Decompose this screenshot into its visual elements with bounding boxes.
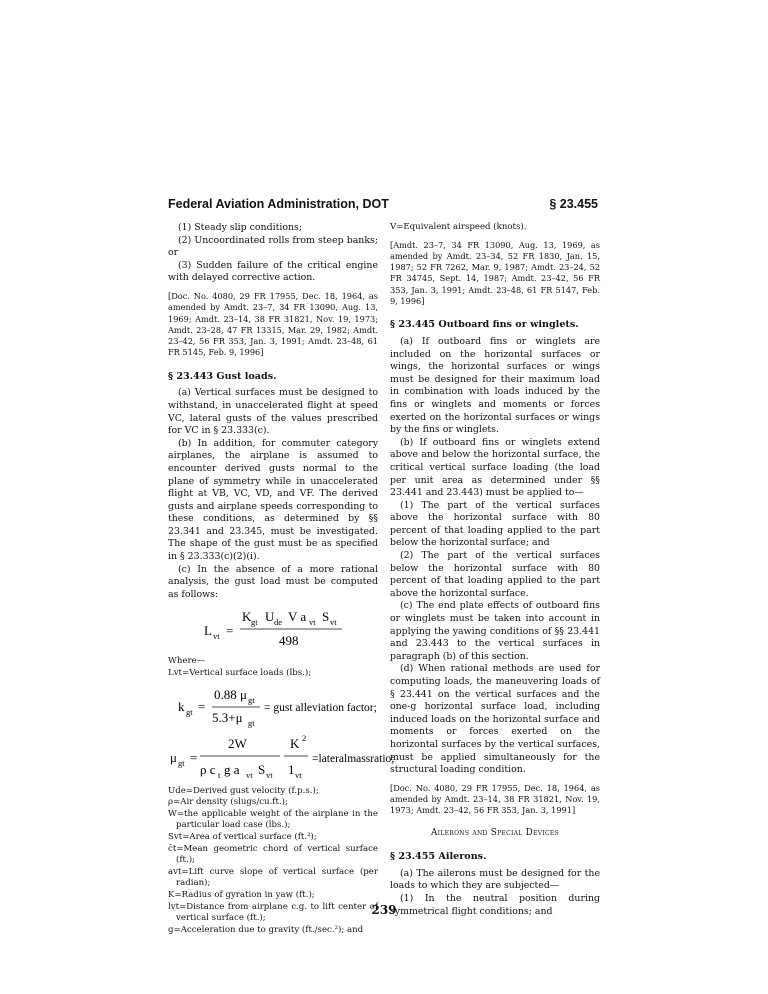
eq3-den1-mid: g a bbox=[224, 761, 240, 777]
eq2-equals: = bbox=[198, 698, 206, 714]
para-445-d: (d) When rational methods are used for computing loads, the maneuvering loads of § 23.441 on the vertical surfaces and the one-g horizontal surface load, including induced loads on the horizontal surface and moments or forces exerted on the horizontal surfaces by the vertical surfaces, must be applied simultaneously for the structural loading condition. bbox=[390, 663, 600, 776]
def-k: K=Radius of gyration in yaw (ft.); bbox=[168, 889, 315, 900]
eq3-den1-s: S bbox=[258, 761, 266, 777]
eq2-num: 0.88 μ bbox=[214, 686, 247, 702]
eq3-den1-sub1: t bbox=[218, 769, 221, 780]
equation-gust-alleviation-factor bbox=[168, 684, 378, 728]
eq2-den-sub: gt bbox=[248, 717, 255, 728]
eq1-lhs-sub: vt bbox=[213, 631, 220, 642]
eq3-den2: 1 bbox=[288, 761, 295, 777]
eq1-num-sub3: vt bbox=[309, 617, 316, 628]
eq1-num-s: S bbox=[322, 609, 330, 625]
eq1-num-sub1: gt bbox=[251, 617, 258, 628]
eq3-den1-sub2: vt bbox=[246, 769, 253, 780]
eq1-den: 498 bbox=[279, 633, 299, 649]
equation-3-svg bbox=[168, 732, 395, 782]
section-heading-23-445: § 23.445 Outboard fins or winglets. bbox=[390, 319, 579, 331]
running-header-agency: Federal Aviation Administration, DOT bbox=[168, 197, 389, 211]
para-445-b: (b) If outboard fins or winglets extend above and below the horizontal surface, the critical vertical surface loading (the load per unit area as determined under §§ 23.441 and 23.443) must be applied to— bbox=[390, 436, 600, 499]
para-445-a: (a) If outboard fins or winglets are included on the horizontal surfaces or wings, the horizontal surfaces or wings must be designed for their maximum load in combination with loads induced by the fins or winglets and moments or forces exerted on the horizontal surfaces or wings by the fins or winglets. bbox=[390, 335, 600, 436]
eq3-den2-sub: vt bbox=[295, 769, 302, 780]
eq2-num-sub: gt bbox=[248, 694, 255, 705]
def-svt: Svt=Area of vertical surface (ft.²); bbox=[168, 832, 317, 842]
eq3-lhs: μ bbox=[170, 749, 177, 765]
def-ude: Ude=Derived gust velocity (f.p.s.); bbox=[168, 785, 319, 796]
eq1-equals: = bbox=[226, 623, 234, 639]
eq1-num-sub4: vt bbox=[330, 617, 337, 628]
def-lvt: Lvt=Vertical surface loads (lbs.); bbox=[168, 668, 312, 679]
eq3-equals: = bbox=[190, 749, 198, 765]
eq3-num2-sup: 2 bbox=[302, 732, 307, 743]
eq2-rhs: = gust alleviation factor; bbox=[264, 701, 377, 714]
eq2-lhs: k bbox=[178, 698, 185, 714]
eq3-lhs-sub: gt bbox=[178, 757, 185, 768]
def-lvt-distance: lvt=Distance from airplane c.g. to lift center of vertical surface (ft.); bbox=[168, 901, 378, 924]
citation-441: [Doc. No. 4080, 29 FR 17955, Dec. 18, 1964, as amended by Amdt. 23–7, 34 FR 13090, Aug. 13, 1969; Amdt. 23–14, 38 FR 31821, Nov. 19, 1973; Amdt. 23–28, 47 FR 13315, Mar. 29, 1982; Amdt. 23–42, 56 FR 353, Jan. 3, 1991; Amdt. 23–48, 61 FR 5145, Feb. 9, 1996] bbox=[168, 290, 378, 358]
equation-1-svg bbox=[168, 605, 378, 651]
para-443-b: (b) In addition, for commuter category airplanes, the airplane is assumed to encounter derived gusts normal to the plane of symmetry while in unaccelerated flight at VB, VC, VD, and VF. The derived gusts and airplane speeds corresponding to these conditions, as determined by §§ 23.341 and 23.345, must be investigated. The shape of the gust must be as specified in § 23.333(c)(2)(i). bbox=[168, 437, 378, 563]
def-ct: c̄t=Mean geometric chord of vertical surface (ft.); bbox=[168, 843, 378, 866]
def-g: g=Acceleration due to gravity (ft./sec.²); and bbox=[168, 924, 364, 935]
equation-lateral-gust-load bbox=[168, 605, 378, 651]
eq3-den1: ρ c bbox=[200, 761, 216, 777]
item-uncoordinated-rolls: (2) Uncoordinated rolls from steep banks; or bbox=[168, 234, 378, 259]
equation-2-svg bbox=[168, 684, 380, 728]
right-column bbox=[390, 222, 600, 918]
item-engine-failure: (3) Sudden failure of the critical engine with delayed corrective action. bbox=[168, 259, 378, 284]
equation-lateral-mass-ratio bbox=[168, 732, 395, 782]
eq3-rhs: =lateralmassratio; bbox=[312, 752, 395, 765]
page-number: 239 bbox=[371, 903, 397, 917]
eq1-lhs: L bbox=[204, 623, 212, 639]
para-455-a1: (1) In the neutral position during symmetrical flight conditions; and bbox=[390, 893, 600, 917]
eq2-den: 5.3+μ bbox=[212, 709, 243, 725]
eq2-lhs-sub: gt bbox=[186, 706, 193, 717]
citation-445: [Doc. No. 4080, 29 FR 17955, Dec. 18, 1964, as amended by Amdt. 23–14, 38 FR 31821, Nov. 19, 1973; Amdt. 23–42, 56 FR 353, Jan. 3, 1991] bbox=[390, 782, 600, 816]
citation-443: [Amdt. 23–7, 34 FR 13090, Aug. 13, 1969, as amended by Amdt. 23–34, 52 FR 1830, Jan. 15, 1987; 52 FR 7262, Mar. 9, 1987; Amdt. 23–24, 52 FR 34745, Sept. 14, 1987; Amdt. 23–42, 56 FR 353, Jan. 3, 1991; Amdt. 23–48, 61 FR 5147, Feb. 9, 1996] bbox=[390, 239, 600, 307]
eq3-num1: 2W bbox=[228, 735, 247, 751]
para-445-c: (c) The end plate effects of outboard fins or winglets must be taken into account in applying the yawing conditions of §§ 23.441 and 23.443 to the vertical surfaces in paragraph (b) of this section. bbox=[390, 600, 600, 662]
eq1-num-sub2: de bbox=[274, 617, 283, 628]
para-443-c: (c) In the absence of a more rational analysis, the gust load must be computed as follows: bbox=[168, 563, 378, 600]
def-rho: ρ=Air density (slugs/cu.ft.); bbox=[168, 797, 288, 808]
where-label: Where— bbox=[168, 656, 206, 667]
para-443-a: (a) Vertical surfaces must be designed to withstand, in unaccelerated flight at speed VC, lateral gusts of the values prescribed for VC in § 23.333(c). bbox=[168, 387, 378, 437]
para-445-b1: (1) The part of the vertical surfaces above the horizontal surface with 80 percent of that loading applied to the part below the horizontal surface; and bbox=[390, 499, 600, 549]
item-steady-slip: (1) Steady slip conditions; bbox=[178, 222, 303, 233]
eq1-num-k: K bbox=[242, 609, 252, 625]
section-heading-23-455: § 23.455 Ailerons. bbox=[390, 851, 487, 863]
eq1-num-u: U bbox=[265, 609, 275, 625]
subpart-heading: Ailerons and Special Devices bbox=[430, 827, 559, 838]
para-445-b2: (2) The part of the vertical surfaces below the horizontal surface with 80 percent of that loading applied to the part above the horizontal surface. bbox=[390, 550, 600, 599]
section-heading-23-443: § 23.443 Gust loads. bbox=[168, 370, 277, 382]
eq3-den1-sub3: vt bbox=[266, 769, 273, 780]
eq3-num2: K bbox=[290, 735, 300, 751]
running-header-section: § 23.455 bbox=[549, 197, 598, 211]
def-w: W=the applicable weight of the airplane in the particular load case (lbs.); bbox=[168, 808, 378, 831]
def-avt: avt=Lift curve slope of vertical surface (per radian); bbox=[168, 866, 378, 889]
def-v: V=Equivalent airspeed (knots). bbox=[390, 222, 527, 232]
para-455-a: (a) The ailerons must be designed for the loads to which they are subjected— bbox=[390, 867, 600, 892]
eq1-num-rest: V a bbox=[288, 609, 307, 625]
